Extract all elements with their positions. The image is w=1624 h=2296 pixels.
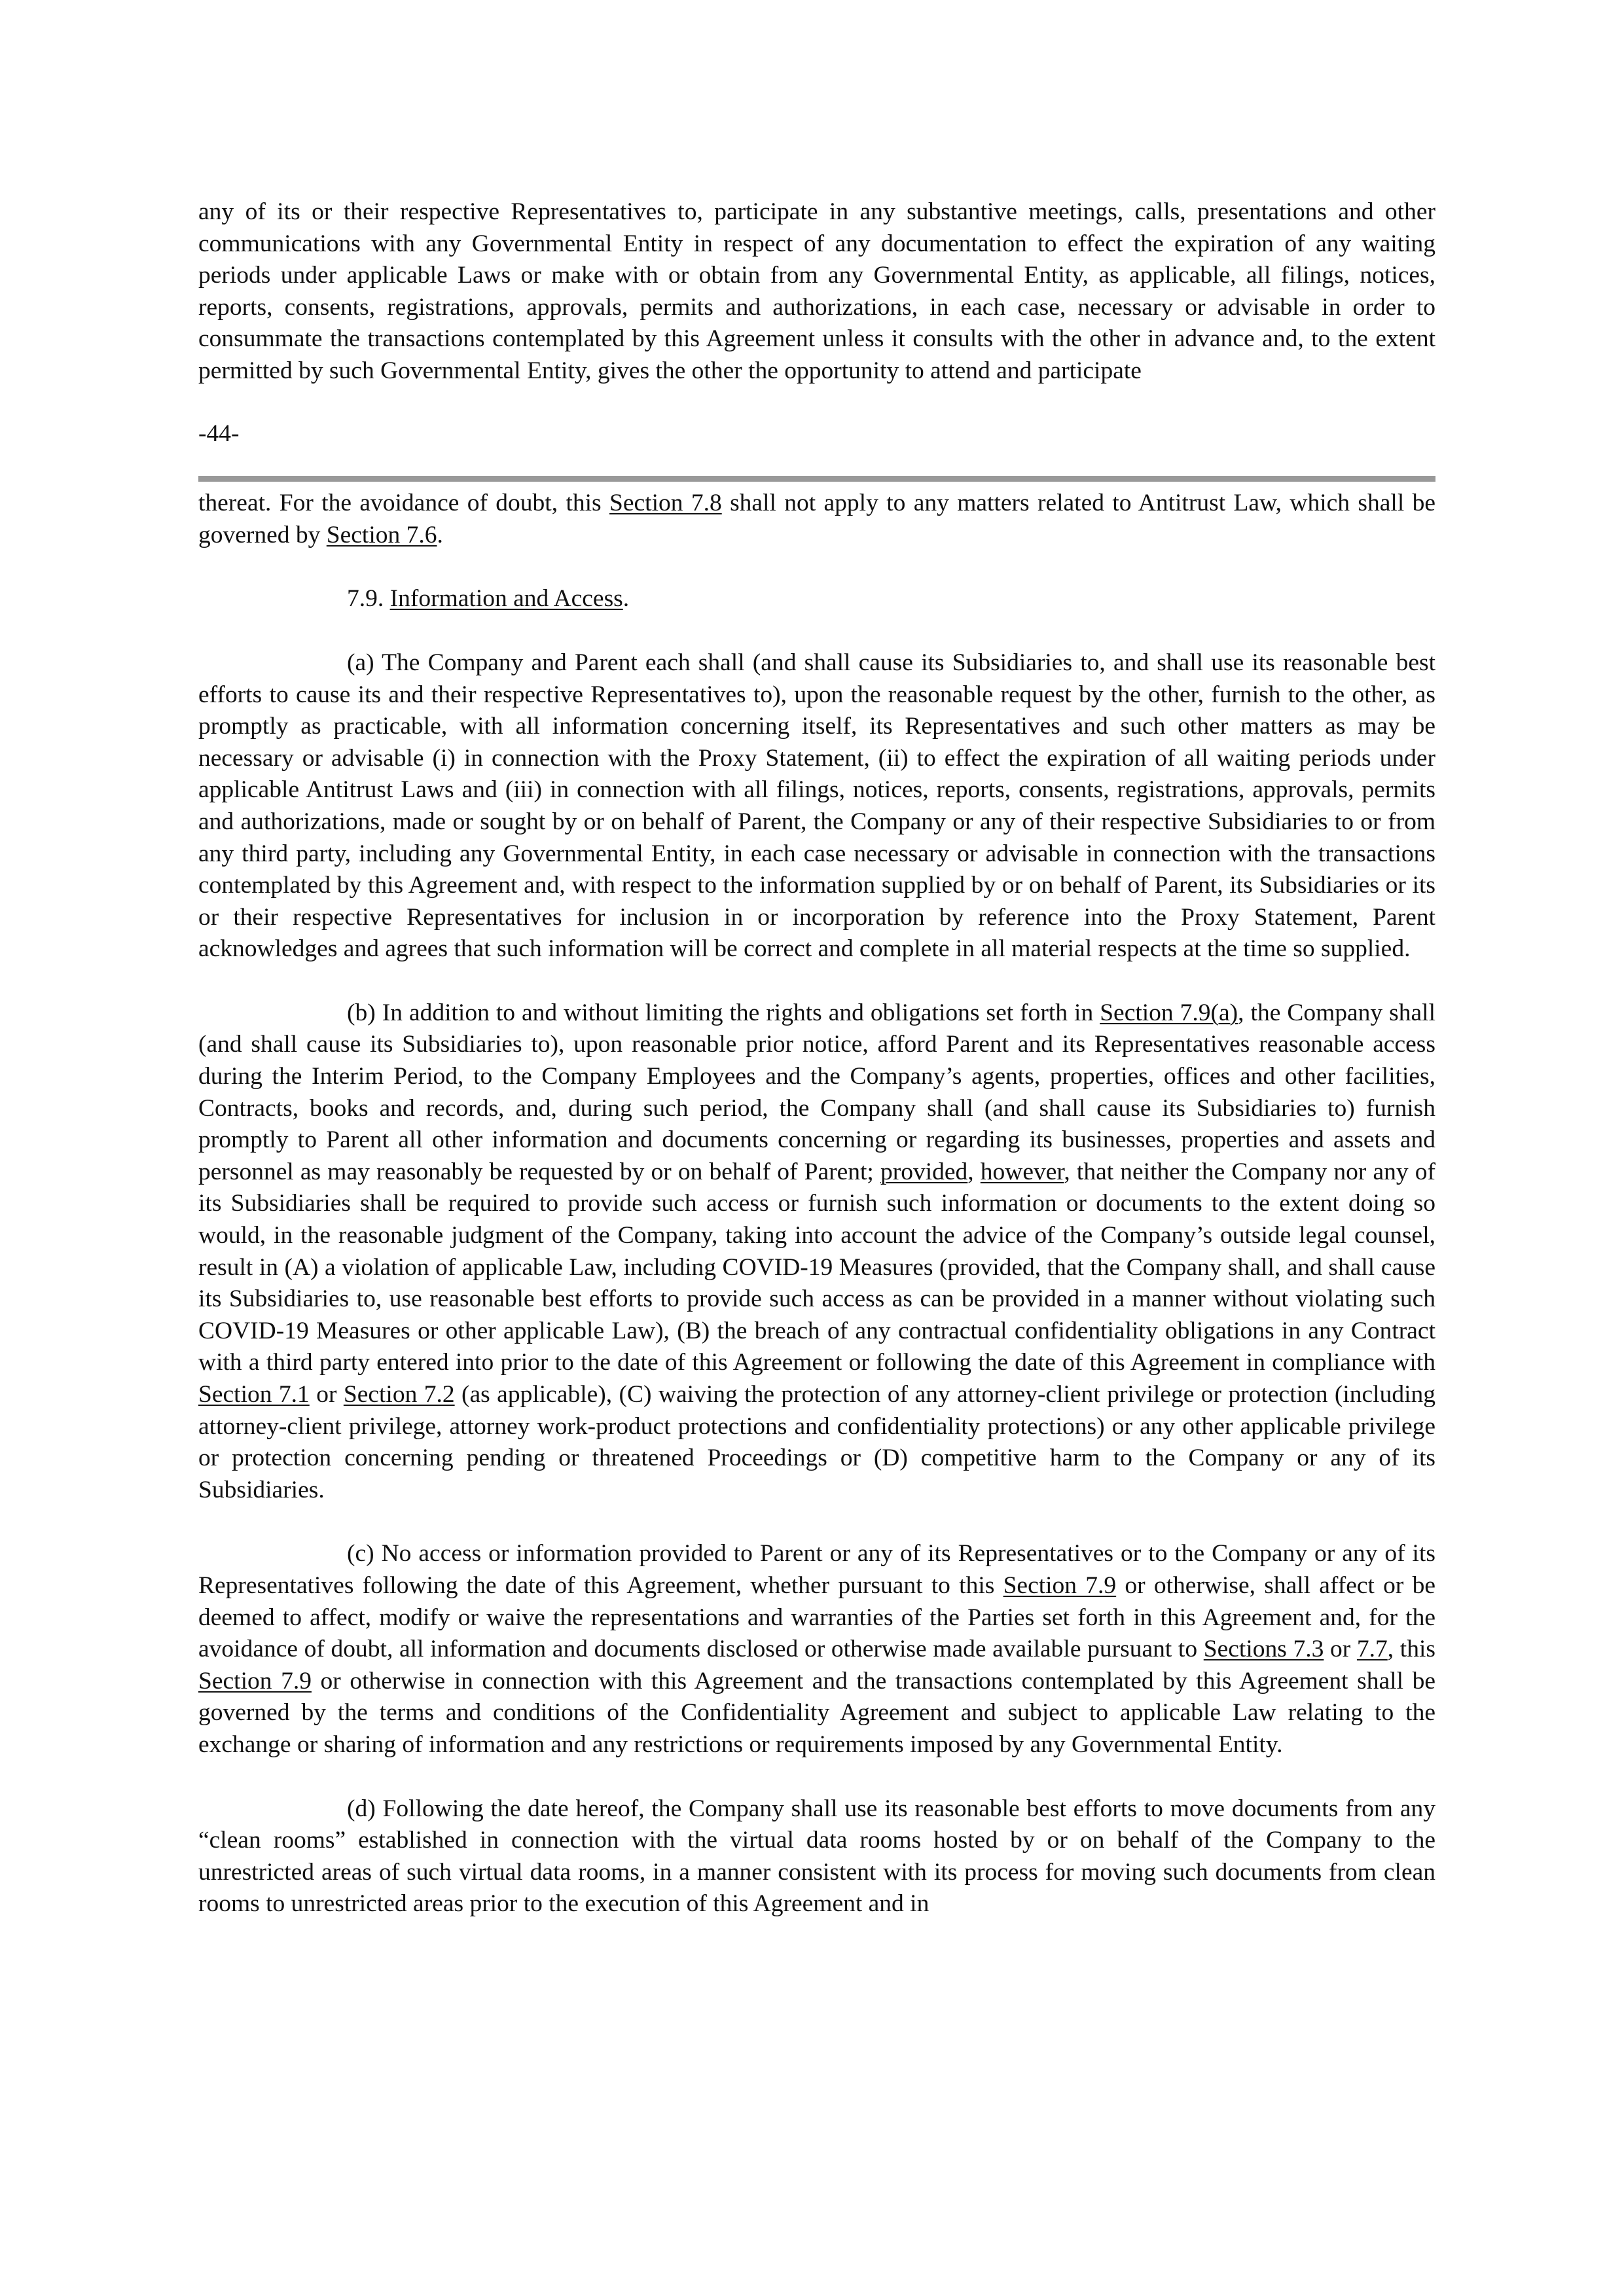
text-run: or (309, 1381, 344, 1408)
defined-term-provided: provided (880, 1158, 968, 1185)
section-number: 7.9. (347, 585, 390, 613)
section-reference-link: Section 7.1 (198, 1381, 310, 1408)
document-page (198, 196, 1435, 1920)
paragraph-c (198, 1538, 1435, 1761)
section-heading (198, 583, 1435, 615)
page-break-rule (198, 476, 1435, 482)
text-run: , the Company shall (and shall cause its Subsidiaries to), upon reasonable prior notice, afford Parent and its Representatives reasonable access during the Interim Period, to the Company Employees and the Company’s agents, properties, offices and other facilities, Contracts, books and records, and, during such period, the Company shall (and shall cause its Subsidiaries to) furnish promptly to Parent all other information and documents concerning or regarding its businesses, properties and assets and personnel as may reasonably be requested by or on behalf of Parent; (198, 999, 1435, 1185)
paragraph-d: (d) Following the date hereof, the Company shall use its reasonable best efforts to move documents from any “clean rooms” established in connection with the virtual data rooms hosted by or on behalf of the Company to the unrestricted areas of such virtual data rooms, in a manner consistent with its process for moving such documents from clean rooms to unrestricted areas prior to the execution of this Agreement and in (198, 1795, 1435, 1918)
text-run: or otherwise, shall affect or be deemed to affect, modify or waive the representations and warranties of the Parties set forth in this Agreement and, for the avoidance of doubt, all information and documents disclosed or otherwise made available pursuant to (198, 1571, 1436, 1663)
section-reference-link: Section 7.9 (1003, 1571, 1117, 1599)
top-fragment-paragraph: any of its or their respective Representatives to, participate in any substantive meetings, calls, presentations and other communications with any Governmental Entity in respect of any documentation to effect the expiration of any waiting periods under applicable Laws or make with or obtain from any Governmental Entity, as applicable, all filings, notices, reports, consents, registrations, approvals, permits and authorizations, in each case, necessary or advisable in order to consummate the transactions contemplated by this Agreement unless it consults with the other in advance and, to the extent permitted by such Governmental Entity, gives the other the opportunity to attend and participate (198, 198, 1435, 384)
paragraph-b (198, 997, 1435, 1507)
section-reference-link: Section 7.9 (198, 1667, 312, 1695)
text-run: , that neither the Company nor any of its Subsidiaries shall be required to provide such access or furnish such information or documents to the extent doing so would, in the reasonable judgment of the Company, taking into account the advice of the Company’s outside legal counsel, result in (A) a violation of applicable Law, including COVID-19 Measures (provided, that the Company shall, and shall cause its Subsidiaries to, use reasonable best efforts to provide such access as can be provided in a manner without violating such COVID-19 Measures or other applicable Law), (B) the breach of any contractual confidentiality obligations in any Contract with a third party entered into prior to the date of this Agreement or following the date of this Agreement in compliance with (198, 1158, 1435, 1376)
section-title: Information and Access (389, 585, 623, 613)
text-run: shall not apply to any matters related to Antitrust Law, which shall be governed by (198, 490, 1435, 548)
section-reference-link: Section 7.8 (609, 490, 722, 517)
text-run: (c) No access or information provided to Parent or any of its Representatives or to the Company or any of its Representatives following the date of this Agreement, whether pursuant to this (198, 1540, 1435, 1599)
section-reference-link: 7.7 (1356, 1636, 1388, 1663)
section-reference-link: Section 7.6 (326, 521, 437, 548)
text-run: , (967, 1158, 981, 1185)
text-run: or (1324, 1636, 1357, 1663)
section-reference-link: Section 7.2 (343, 1381, 455, 1408)
text-run: (as applicable), (C) waiving the protection of any attorney-client privilege or protection (including attorney-client privilege, attorney work-product protections and confidentiality protections) or any other applicable privilege or protection concerning pending or threatened Proceedings or (D) competitive harm to the Company or any of its Subsidiaries. (198, 1381, 1436, 1503)
defined-term-however: however (980, 1158, 1064, 1185)
text-run: . (437, 521, 443, 548)
section-reference-link: Sections 7.3 (1203, 1636, 1324, 1663)
page-number: -44- (198, 420, 240, 447)
text-run: , this (1387, 1636, 1435, 1663)
continuation-paragraph (198, 488, 1435, 551)
text-run: or otherwise in connection with this Agreement and the transactions contemplated by this Agreement shall be governed by the terms and conditions of the Confidentiality Agreement and subject to applicable Law relating to the exchange or sharing of information and any restrictions or requirements imposed by any Governmental Entity. (198, 1667, 1435, 1758)
paragraph-a: (a) The Company and Parent each shall (and shall cause its Subsidiaries to, and shall use its reasonable best efforts to cause its and their respective Representatives to), upon the reasonable request by the other, furnish to the other, as promptly as practicable, with all information concerning itself, its Representatives and such other matters as may be necessary or advisable (i) in connection with the Proxy Statement, (ii) to effect the expiration of all waiting periods under applicable Antitrust Laws and (iii) in connection with all filings, notices, reports, consents, registrations, approvals, permits and authorizations, made or sought by or on behalf of Parent, the Company or any of their respective Subsidiaries to or from any third party, including any Governmental Entity, in each case necessary or advisable in connection with the transactions contemplated by this Agreement and, with respect to the information supplied by or on behalf of Parent, its Subsidiaries or its or their respective Representatives for inclusion in or incorporation by reference into the Proxy Statement, Parent acknowledges and agrees that such information will be correct and complete in all material respects at the time so supplied. (198, 649, 1435, 963)
section-reference-link: Section 7.9(a) (1100, 999, 1238, 1026)
text-run: thereat. For the avoidance of doubt, this (198, 490, 609, 517)
text-run: . (623, 585, 630, 613)
text-run: (b) In addition to and without limiting the rights and obligations set forth in (347, 999, 1100, 1026)
